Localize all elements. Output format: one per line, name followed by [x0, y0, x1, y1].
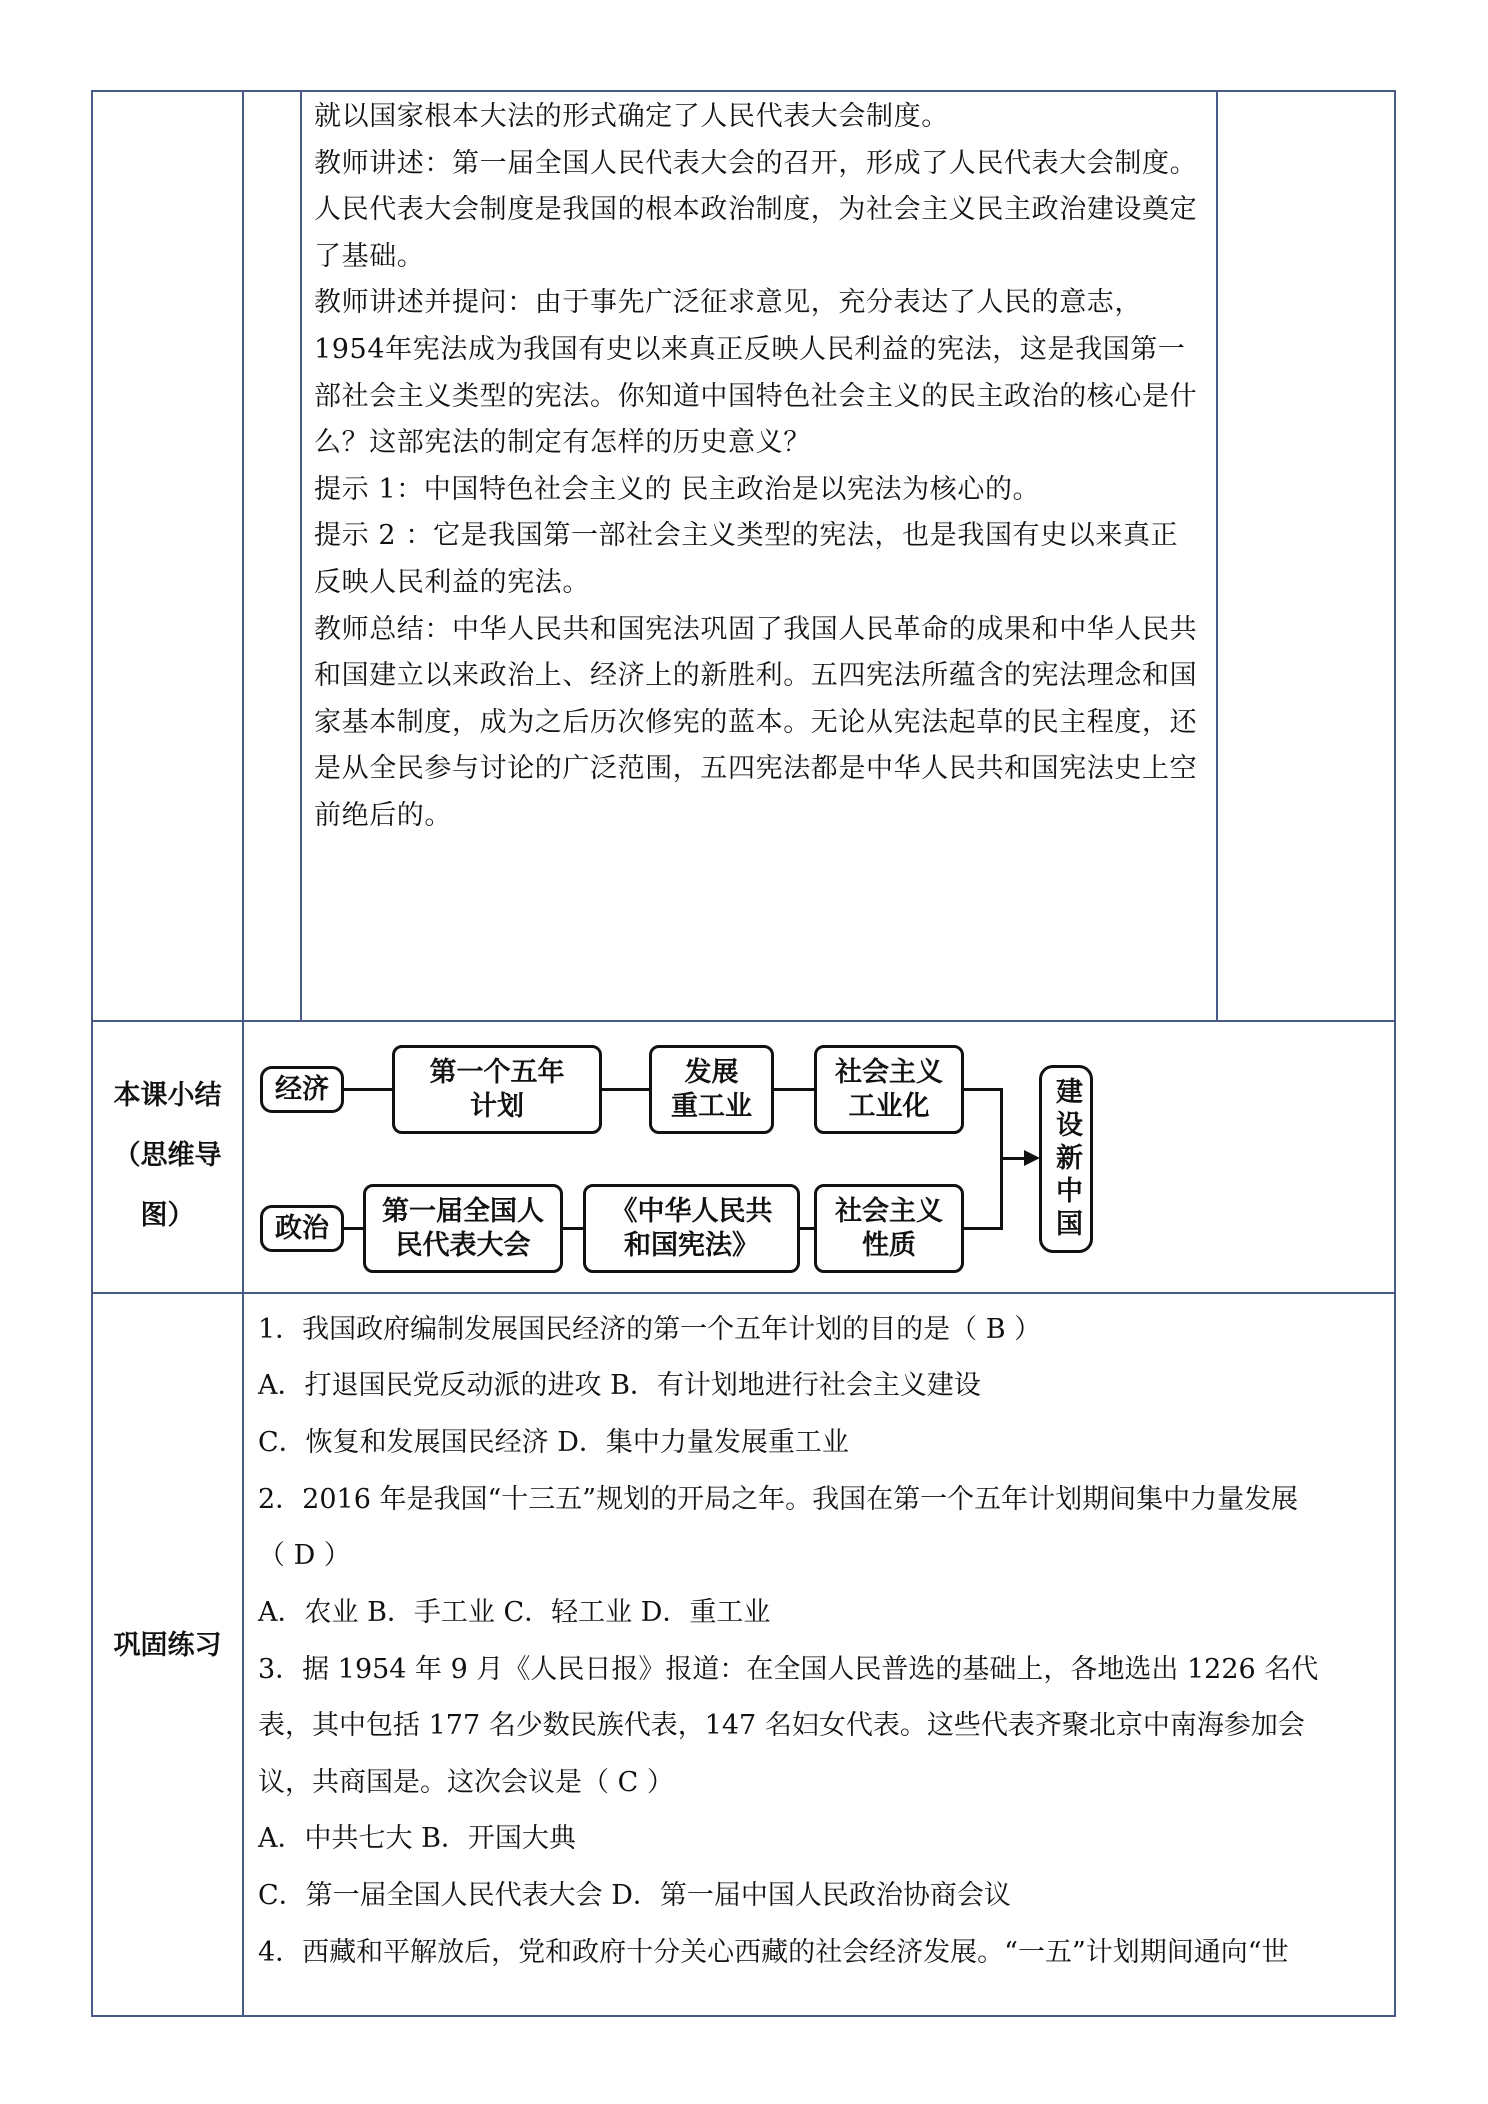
mindmap-connector	[562, 1227, 584, 1230]
mindmap-node-economy: 第一个五年 计划	[392, 1045, 602, 1134]
inner-column-left	[300, 90, 302, 1020]
exercise-line: 3．据 1954 年 9 月《人民日报》报道：在全国人民普选的基础上，各地选出 1226 名代	[258, 1654, 1319, 1685]
mindmap-economy-label: 经济	[260, 1066, 344, 1113]
body-paragraph: 教师讲述：第一届全国人民代表大会的召开，形成了人民代表大会制度。人民代表大会制度是我国的根本政治制度，为社会主义民主政治建设奠定了基础。	[314, 147, 1198, 272]
row-divider-2	[91, 1292, 1396, 1294]
exercise-line: 1．我国政府编制发展国民经济的第一个五年计划的目的是（ B ）	[258, 1314, 1042, 1345]
exercise-line: A．中共七大 B．开国大典	[258, 1823, 576, 1854]
mindmap-connector	[343, 1088, 393, 1091]
mindmap-politics-label: 政治	[260, 1205, 344, 1252]
mindmap-connector	[773, 1088, 816, 1091]
exercise-line: C．恢复和发展国民经济 D．集中力量发展重工业	[258, 1427, 849, 1458]
exercises-label: 巩固练习	[113, 1630, 222, 1661]
exercise-line: C．第一届全国人民代表大会 D．第一届中国人民政治协商会议	[258, 1880, 1011, 1911]
mindmap-connector	[343, 1227, 365, 1230]
mindmap-node-economy: 发展 重工业	[649, 1045, 774, 1134]
exercise-line: 议，共商国是。这次会议是（ C ）	[258, 1767, 674, 1798]
body-paragraph: 提示 2 ：它是我国第一部社会主义类型的宪法，也是我国有史以来真正反映人民利益的宪法。	[314, 520, 1179, 598]
exercise-line: 2．2016 年是我国“十三五”规划的开局之年。我国在第一个五年计划期间集中力量发展	[258, 1484, 1299, 1515]
table-column-divider	[242, 90, 244, 2017]
mindmap-connector	[963, 1227, 1003, 1230]
summary-label-line: （思维导	[113, 1140, 222, 1171]
body-paragraph: 提示 1：中国特色社会主义的 民主政治是以宪法为核心的。	[314, 473, 1041, 505]
body-paragraph: 教师总结：中华人民共和国宪法巩固了我国人民革命的成果和中华人民共和国建立以来政治上、经济上的新胜利。五四宪法所蕴含的宪法理念和国家基本制度，成为之后历次修宪的蓝本。无论从宪法起草的民主程度，还是从全民参与讨论的广泛范围，五四宪法都是中华人民共和国宪法史上空前绝后的。	[314, 613, 1198, 831]
exercise-line: A．打退国民党反动派的进攻 B．有计划地进行社会主义建设	[258, 1370, 981, 1401]
exercise-line: 表，其中包括 177 名少数民族代表，147 名妇女代表。这些代表齐聚北京中南海参加会	[258, 1710, 1305, 1741]
mindmap-node-politics: 《中华人民共 和国宪法》	[583, 1184, 800, 1273]
lesson-body	[314, 94, 1204, 840]
mindmap-node-economy: 社会主义 工业化	[814, 1045, 964, 1134]
summary-label-line: 本课小结	[113, 1080, 222, 1111]
inner-column-right	[1216, 90, 1218, 1020]
mindmap-node-politics: 社会主义 性质	[814, 1184, 964, 1273]
row-divider-1	[91, 1020, 1396, 1022]
summary-label-line: 图）	[140, 1200, 195, 1231]
summary-label	[93, 1066, 242, 1246]
arrow-head-icon	[1024, 1150, 1040, 1166]
mindmap-result: 建设新中国	[1039, 1065, 1093, 1253]
mindmap-connector	[963, 1088, 1003, 1091]
exercise-line: A．农业 B．手工业 C．轻工业 D．重工业	[258, 1597, 771, 1628]
body-paragraph: 就以国家根本大法的形式确定了人民代表大会制度。	[314, 101, 949, 132]
mindmap-node-politics: 第一届全国人 民代表大会	[363, 1184, 563, 1273]
mindmap-connector	[600, 1088, 650, 1091]
exercise-line: 4．西藏和平解放后，党和政府十分关心西藏的社会经济发展。“一五”计划期间通向“世	[258, 1937, 1289, 1968]
exercise-line: （ D ）	[258, 1540, 351, 1571]
body-paragraph: 教师讲述并提问：由于事先广泛征求意见，充分表达了人民的意志，1954年宪法成为我国有史以来真正反映人民利益的宪法，这是我国第一部社会主义类型的宪法。你知道中国特色社会主义的民主政治的核心是什么？这部宪法的制定有怎样的历史意义？	[314, 287, 1198, 459]
